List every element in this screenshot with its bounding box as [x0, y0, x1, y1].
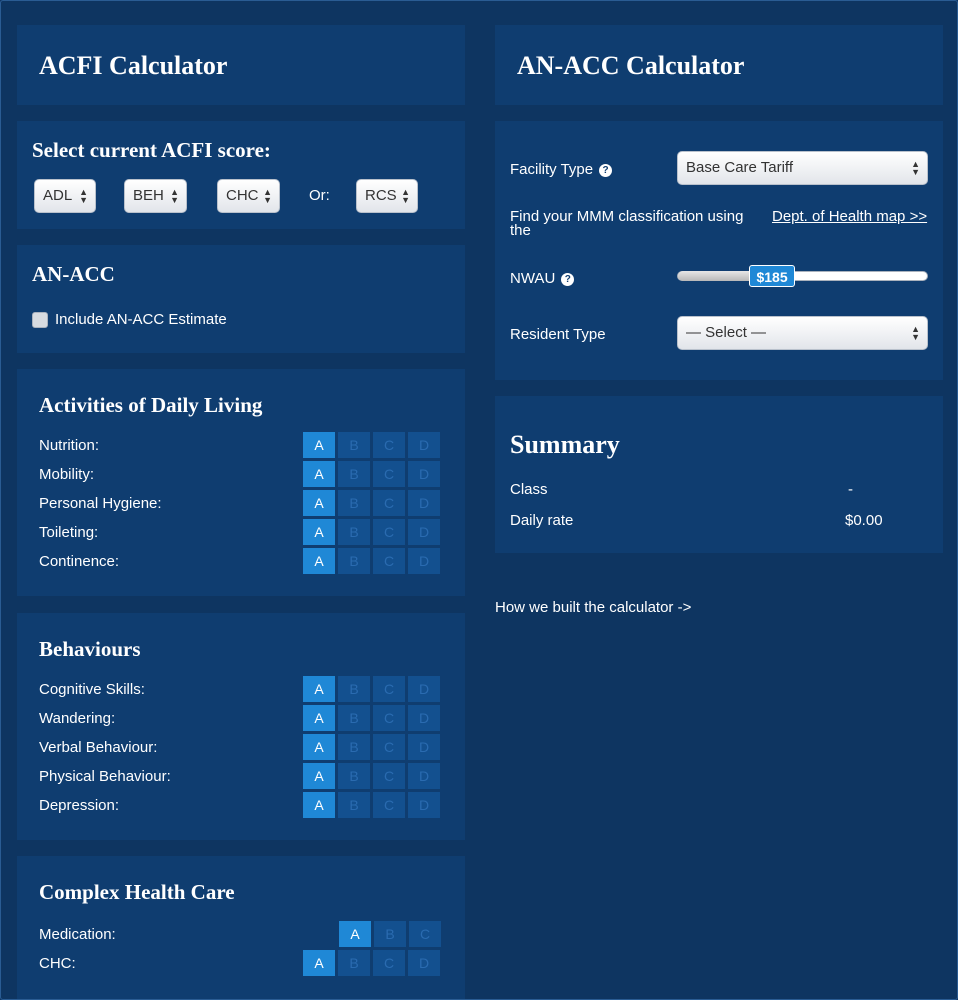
acfi-score-panel — [17, 121, 465, 229]
facility-type-label — [510, 161, 612, 178]
summary-title: Summary — [510, 430, 620, 459]
adl-row-1-label: Nutrition: — [39, 437, 100, 454]
adl-select-value: ADL — [43, 187, 73, 204]
behaviours-row-5-grades — [303, 792, 440, 818]
help-icon[interactable]: ? — [561, 273, 574, 286]
adl-row-4-grade-b[interactable]: B — [338, 519, 370, 545]
summary-panel — [495, 396, 943, 553]
chc-medication-grades — [339, 921, 441, 947]
chc-chc-grade-a[interactable]: A — [303, 950, 335, 976]
acfi-title: ACFI Calculator — [39, 51, 228, 80]
select-arrows-icon: ▲ ▼ — [263, 187, 272, 205]
adl-row-1-grade-d[interactable]: D — [408, 432, 440, 458]
resident-type-label: Resident Type — [510, 326, 606, 343]
select-score-heading: Select current ACFI score: — [32, 138, 271, 162]
include-anacc-checkbox[interactable] — [32, 312, 48, 328]
behaviours-row-3-grade-a[interactable]: A — [303, 734, 335, 760]
daily-rate-label: Daily rate — [510, 512, 574, 529]
adl-row-3-grade-a[interactable]: A — [303, 490, 335, 516]
anacc-option-panel — [17, 245, 465, 353]
beh-select-value: BEH — [133, 187, 164, 204]
class-value: - — [848, 481, 853, 498]
behaviours-row-2-grade-d[interactable]: D — [408, 705, 440, 731]
adl-row-1-grade-c[interactable]: C — [373, 432, 405, 458]
adl-heading: Activities of Daily Living — [39, 393, 263, 417]
facility-type-select[interactable] — [677, 151, 928, 185]
dept-health-map-link[interactable]: Dept. of Health map >> — [772, 208, 928, 225]
behaviours-row-2-grade-b[interactable]: B — [338, 705, 370, 731]
chc-medication-grade-b[interactable]: B — [374, 921, 406, 947]
behaviours-row-1-grades — [303, 676, 440, 702]
behaviours-row-1-label: Cognitive Skills: — [39, 681, 145, 698]
behaviours-panel — [17, 613, 465, 840]
behaviours-row-4-grades — [303, 763, 440, 789]
behaviours-row-2-grade-c[interactable]: C — [373, 705, 405, 731]
chc-heading: Complex Health Care — [39, 880, 235, 904]
adl-row-5-grade-b[interactable]: B — [338, 548, 370, 574]
mmm-link-wrap — [772, 210, 932, 224]
rcs-select-value: RCS — [365, 187, 397, 204]
adl-row-4-label: Toileting: — [39, 524, 99, 541]
include-anacc-label[interactable]: Include AN-ACC Estimate — [55, 311, 227, 328]
adl-row-1-grade-b[interactable]: B — [338, 432, 370, 458]
nwau-label — [510, 270, 574, 287]
behaviours-row-5-grade-a[interactable]: A — [303, 792, 335, 818]
nwau-slider-fill — [678, 271, 753, 281]
adl-row-5-label: Continence: — [39, 553, 120, 570]
chc-medication-grade-c[interactable]: C — [409, 921, 441, 947]
select-arrows-icon: ▲ ▼ — [79, 187, 88, 205]
behaviours-row-3-grade-b[interactable]: B — [338, 734, 370, 760]
behaviours-row-3-grades — [303, 734, 440, 760]
adl-row-1-grade-a[interactable]: A — [303, 432, 335, 458]
behaviours-row-5-grade-c[interactable]: C — [373, 792, 405, 818]
chc-chc-grade-d[interactable]: D — [408, 950, 440, 976]
select-arrows-icon: ▲ ▼ — [911, 159, 920, 177]
behaviours-row-3-label: Verbal Behaviour: — [39, 739, 158, 756]
select-arrows-icon: ▲ ▼ — [911, 324, 920, 342]
behaviours-row-2-grades — [303, 705, 440, 731]
rcs-select[interactable] — [356, 179, 418, 213]
adl-row-3-grades — [303, 490, 440, 516]
anacc-title-panel — [495, 25, 943, 105]
behaviours-row-2-label: Wandering: — [39, 710, 116, 727]
adl-row-5-grade-d[interactable]: D — [408, 548, 440, 574]
adl-row-3-grade-d[interactable]: D — [408, 490, 440, 516]
nwau-label-text: NWAU — [510, 270, 556, 287]
facility-type-label-text: Facility Type — [510, 161, 594, 178]
select-arrows-icon: ▲ ▼ — [170, 187, 179, 205]
behaviours-row-1-grade-c[interactable]: C — [373, 676, 405, 702]
behaviours-row-5-grade-d[interactable]: D — [408, 792, 440, 818]
daily-rate-value: $0.00 — [845, 512, 883, 529]
adl-panel — [17, 369, 465, 596]
adl-row-1-grades — [303, 432, 440, 458]
anacc-title: AN-ACC Calculator — [517, 51, 745, 80]
adl-row-4-grades — [303, 519, 440, 545]
anacc-form-panel — [495, 121, 943, 380]
chc-select[interactable] — [217, 179, 280, 213]
class-label: Class — [510, 481, 548, 498]
behaviours-row-4-grade-b[interactable]: B — [338, 763, 370, 789]
behaviours-row-1-grade-a[interactable]: A — [303, 676, 335, 702]
adl-row-2-grade-a[interactable]: A — [303, 461, 335, 487]
adl-select[interactable] — [34, 179, 96, 213]
nwau-slider-handle[interactable]: $185 — [749, 265, 795, 287]
facility-type-value: Base Care Tariff — [686, 159, 793, 176]
behaviours-row-1-grade-b[interactable]: B — [338, 676, 370, 702]
chc-medication-label: Medication: — [39, 926, 116, 943]
adl-row-2-grades — [303, 461, 440, 487]
behaviours-row-5-grade-b[interactable]: B — [338, 792, 370, 818]
resident-type-value: — Select — — [686, 324, 767, 341]
adl-row-5-grade-a[interactable]: A — [303, 548, 335, 574]
adl-row-2-grade-d[interactable]: D — [408, 461, 440, 487]
behaviours-row-1-grade-d[interactable]: D — [408, 676, 440, 702]
adl-row-5-grades — [303, 548, 440, 574]
resident-type-select[interactable] — [677, 316, 928, 350]
chc-medication-grade-a[interactable]: A — [339, 921, 371, 947]
acfi-title-panel — [17, 25, 465, 105]
mmm-text: Find your MMM classification using the — [510, 208, 744, 239]
behaviours-row-4-grade-c[interactable]: C — [373, 763, 405, 789]
chc-chc-label: CHC: — [39, 955, 76, 972]
adl-row-4-grade-a[interactable]: A — [303, 519, 335, 545]
chc-select-value: CHC — [226, 187, 259, 204]
or-label: Or: — [309, 187, 330, 204]
adl-row-2-label: Mobility: — [39, 466, 95, 483]
beh-select[interactable] — [124, 179, 187, 213]
select-arrows-icon: ▲ ▼ — [401, 187, 410, 205]
adl-row-2-grade-c[interactable]: C — [373, 461, 405, 487]
adl-row-3-label: Personal Hygiene: — [39, 495, 162, 512]
adl-row-4-grade-c[interactable]: C — [373, 519, 405, 545]
behaviours-row-5-label: Depression: — [39, 797, 120, 814]
adl-row-3-grade-b[interactable]: B — [338, 490, 370, 516]
behaviours-row-4-label: Physical Behaviour: — [39, 768, 171, 785]
behaviours-row-2-grade-a[interactable]: A — [303, 705, 335, 731]
adl-row-5-grade-c[interactable]: C — [373, 548, 405, 574]
chc-chc-grade-c[interactable]: C — [373, 950, 405, 976]
behaviours-row-3-grade-d[interactable]: D — [408, 734, 440, 760]
adl-row-2-grade-b[interactable]: B — [338, 461, 370, 487]
behaviours-row-4-grade-a[interactable]: A — [303, 763, 335, 789]
behaviours-row-3-grade-c[interactable]: C — [373, 734, 405, 760]
chc-chc-grades — [303, 950, 440, 976]
chc-panel — [17, 856, 465, 999]
chc-chc-grade-b[interactable]: B — [338, 950, 370, 976]
behaviours-heading: Behaviours — [39, 637, 141, 661]
adl-row-3-grade-c[interactable]: C — [373, 490, 405, 516]
how-we-built-link[interactable]: How we built the calculator -> — [495, 599, 692, 616]
adl-row-4-grade-d[interactable]: D — [408, 519, 440, 545]
anacc-heading: AN-ACC — [32, 262, 115, 286]
behaviours-row-4-grade-d[interactable]: D — [408, 763, 440, 789]
help-icon[interactable]: ? — [599, 164, 612, 177]
